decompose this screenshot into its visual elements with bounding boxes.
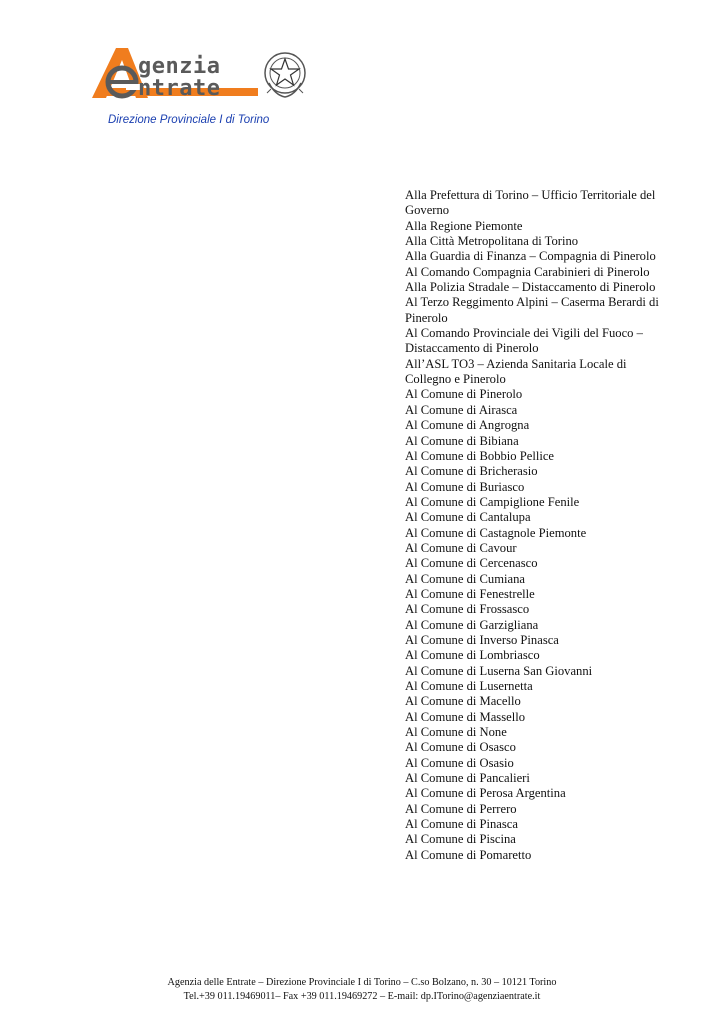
recipient-item: Al Comune di Airasca — [405, 402, 518, 417]
recipient-item: Al Comune di Pinerolo — [405, 387, 523, 402]
recipient-item: Al Comune di Piscina — [405, 832, 516, 847]
letterhead — [88, 44, 318, 134]
recipient-item: Alla Regione Piemonte — [405, 218, 523, 233]
recipient-item: Al Comune di Massello — [405, 709, 525, 724]
recipient-item: Alla Polizia Stradale – Distaccamento di Pinerolo — [405, 280, 656, 295]
recipient-item: Al Comune di Perrero — [405, 801, 517, 816]
recipient-item: Al Comune di Angrogna — [405, 418, 530, 433]
recipient-item: Al Comune di Bricherasio — [405, 464, 538, 479]
recipient-item: Al Comune di Perosa Argentina — [405, 786, 566, 801]
recipient-item: Al Comune di Campiglione Fenile — [405, 494, 580, 509]
recipient-item: Al Comune di Pinasca — [405, 817, 518, 832]
recipient-item: Alla Città Metropolitana di Torino — [405, 234, 579, 249]
recipient-item: Al Comune di Castagnole Piemonte — [405, 525, 587, 540]
recipient-item: Al Comune di Inverso Pinasca — [405, 632, 559, 647]
footer-address: Agenzia delle Entrate – Direzione Provinciale I di Torino – C.so Bolzano, n. 30 – 10121 Torino — [167, 977, 557, 988]
recipient-item: Al Comune di Frossasco — [405, 602, 530, 617]
recipient-item: Al Comune di Bibiana — [405, 433, 519, 448]
recipient-item: Al Comune di Macello — [405, 694, 521, 709]
recipient-item: Al Comune di Cercenasco — [405, 556, 538, 571]
recipient-item: Al Comando Provinciale dei Vigili del Fuoco – Distaccamento di Pinerolo — [405, 326, 643, 356]
agenzia-entrate-logo — [88, 44, 260, 106]
footer-contacts: Tel.+39 011.19469011– Fax +39 011.19469272 – E-mail: dp.ITorino@agenziaentrate.it — [183, 991, 541, 1002]
recipient-item: Al Comune di Bobbio Pellice — [405, 448, 555, 463]
recipient-item: Al Comune di Osasio — [405, 755, 514, 770]
recipient-item: Al Comune di Cantalupa — [405, 510, 531, 525]
directorate-name: Direzione Provinciale I di Torino — [108, 114, 270, 126]
italian-republic-emblem-icon — [261, 49, 309, 101]
recipient-item: Al Comune di Buriasco — [405, 479, 525, 494]
recipient-item: Al Comando Compagnia Carabinieri di Pinerolo — [405, 264, 650, 279]
recipient-item: Al Comune di Luserna San Giovanni — [405, 663, 593, 678]
recipient-item: Al Comune di Garzigliana — [405, 617, 539, 632]
recipient-item: Alla Prefettura di Torino – Ufficio Territoriale del Governo — [405, 188, 656, 218]
recipient-item: Al Comune di Fenestrelle — [405, 586, 535, 601]
logo-word-ntrate: ntrate — [138, 76, 221, 101]
recipient-item: Al Comune di Osasco — [405, 740, 516, 755]
footer — [0, 976, 724, 1004]
logo-word-genzia: genzia — [138, 54, 221, 79]
recipients-list — [405, 188, 675, 863]
recipient-item: Al Comune di Lusernetta — [405, 679, 533, 693]
recipient-item: Al Terzo Reggimento Alpini – Caserma Berardi di Pinerolo — [405, 295, 659, 325]
recipient-item: All’ASL TO3 – Azienda Sanitaria Locale di Collegno e Pinerolo — [405, 356, 627, 387]
recipient-item: Al Comune di Cavour — [405, 540, 517, 555]
recipient-item: Al Comune di None — [405, 725, 507, 740]
recipient-item: Al Comune di Cumiana — [405, 571, 525, 586]
recipient-item: Al Comune di Lombriasco — [405, 648, 540, 663]
recipient-item: Al Comune di Pancalieri — [405, 771, 530, 786]
recipient-item: Al Comune di Pomaretto — [405, 847, 532, 862]
recipient-item: Alla Guardia di Finanza – Compagnia di Pinerolo — [405, 249, 656, 264]
